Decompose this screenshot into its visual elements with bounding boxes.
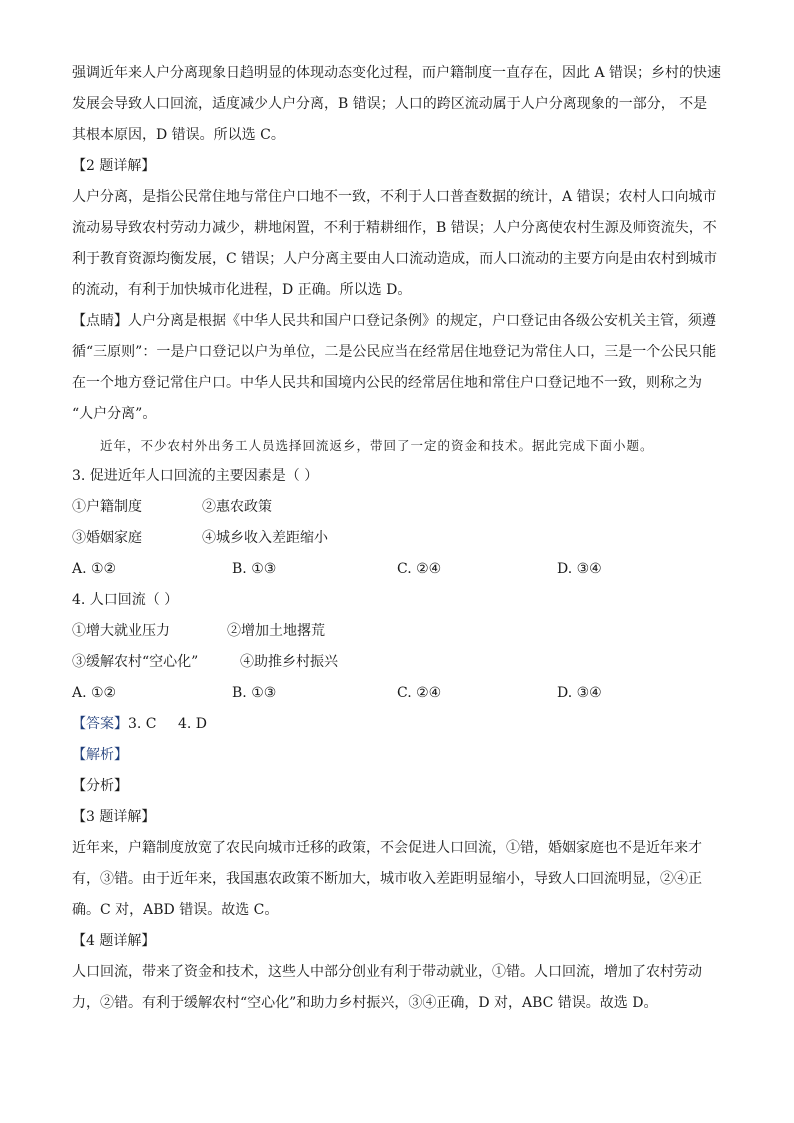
intro-paragraph (72, 58, 722, 1019)
question-3-items-row (72, 523, 722, 554)
text-line: 的流动，有利于加快城市化进程，D 正确。所以选 D。 (72, 282, 412, 298)
choice-d: D. ③④ (557, 561, 602, 577)
answer-line (72, 709, 722, 740)
answer-4: 4. D (178, 716, 208, 732)
question-4-items-row (72, 647, 722, 678)
text-line: 人口回流，带来了资金和技术，这些人中部分创业有利于带动就业，①错。人口回流，增加了农村劳动 (72, 964, 702, 980)
tip-line: 循“三原则”：一是户口登记以户为单位，二是公民应当在经常居住地登记为常住人口，三是一个公民只能 (72, 344, 717, 360)
fenxi-tag: 【分析】 (72, 778, 128, 794)
question-4-items-row (72, 616, 722, 647)
text-line: 其根本原因，D 错误。所以选 C。 (72, 127, 285, 143)
q3-item: ①户籍制度 (72, 499, 142, 515)
choice-a: A. ①② (72, 561, 117, 577)
q3-item: ④城乡收入差距缩小 (202, 530, 328, 546)
choice-b: B. ①③ (232, 561, 277, 577)
tip-line: “人户分离”。 (72, 406, 157, 422)
question-3-stem: 3. 促进近年人口回流的主要因素是（ ） (72, 468, 319, 484)
text-line: 利于教育资源均衡发展，C 错误；人户分离主要由人口流动造成，而人口流动的主要方向是由农村到城市 (72, 251, 718, 267)
answer-3: 3. C (128, 716, 157, 732)
section-heading-q2: 【2 题详解】 (72, 158, 156, 174)
choice-a: A. ①② (72, 685, 117, 701)
question-4-choices (72, 678, 722, 709)
text-line: 流动易导致农村劳动力减少，耕地闲置，不利于精耕细作，B 错误；人户分离使农村生源及师资流失，不 (72, 220, 717, 236)
text-line: 强调近年来人户分离现象日趋明显的体现动态变化过程，而户籍制度一直存在，因此 A 错误；乡村的快速 (72, 65, 722, 81)
q3-item: ③婚姻家庭 (72, 530, 142, 546)
choice-b: B. ①③ (232, 685, 277, 701)
question-3-items-row (72, 492, 722, 523)
choice-c: C. ②④ (397, 685, 442, 701)
text-line: 发展会导致人口回流，适度减少人户分离，B 错误；人口的跨区流动属于人户分离现象的一部分， 不是 (72, 96, 708, 112)
question-3-choices (72, 554, 722, 585)
choice-d: D. ③④ (557, 685, 602, 701)
section-heading-q3: 【3 题详解】 (72, 809, 156, 825)
q4-item: ②增加土地撂荒 (227, 623, 325, 639)
text-line: 力，②错。有利于缓解农村“空心化”和助力乡村振兴，③④正确，D 对，ABC 错误。故选 D。 (72, 995, 658, 1011)
q3-item: ②惠农政策 (202, 499, 272, 515)
text-line: 人户分离，是指公民常住地与常住户口地不一致，不利于人口普查数据的统计，A 错误；农村人口向城市 (72, 189, 717, 205)
choice-c: C. ②④ (397, 561, 442, 577)
answer-tag: 【答案】 (72, 716, 128, 732)
q4-item: ①增大就业压力 (72, 623, 170, 639)
tip-line: 在一个地方登记常住户口。中华人民共和国境内公民的经常居住地和常住户口登记地不一致，则称之为 (72, 375, 702, 391)
question-4-stem: 4. 人口回流（ ） (72, 592, 179, 608)
text-line: 确。C 对，ABD 错误。故选 C。 (72, 902, 279, 918)
section-heading-q4: 【4 题详解】 (72, 933, 156, 949)
q4-item: ③缓解农村“空心化” (72, 654, 199, 670)
analysis-tag: 【解析】 (72, 747, 128, 763)
q4-item: ④助推乡村振兴 (240, 654, 338, 670)
material-text: 近年，不少农村外出务工人员选择回流返乡，带回了一定的资金和技术。据此完成下面小题。 (100, 438, 654, 453)
tip-line: 【点睛】人户分离是根据《中华人民共和国户口登记条例》的规定，户口登记由各级公安机关主管，须遵 (72, 313, 716, 329)
text-line: 有，③错。由于近年来，我国惠农政策不断加大，城市收入差距明显缩小，导致人口回流明显，②④正 (72, 871, 702, 887)
text-line: 近年来，户籍制度放宽了农民向城市迁移的政策，不会促进人口回流，①错，婚姻家庭也不是近年来才 (72, 840, 702, 856)
